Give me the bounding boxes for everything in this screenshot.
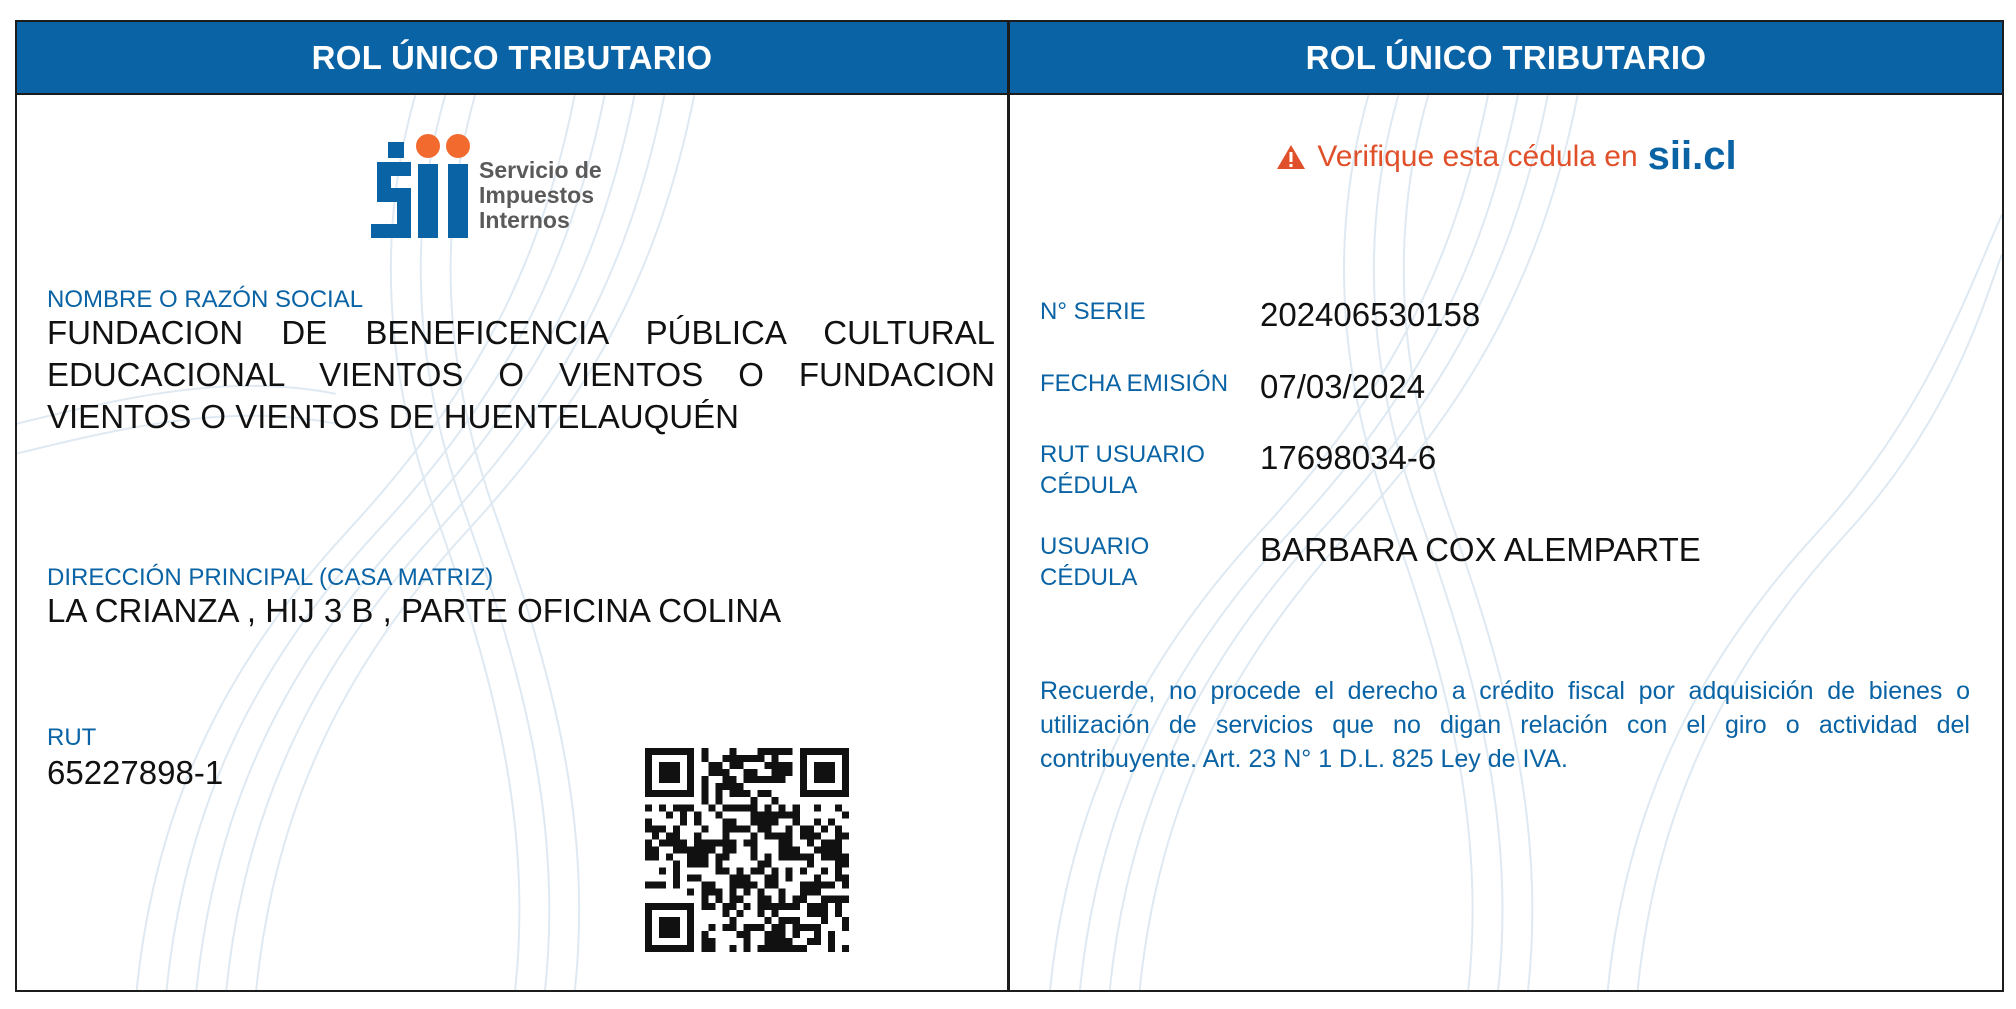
address-label: DIRECCIÓN PRINCIPAL (CASA MATRIZ) bbox=[47, 564, 494, 591]
card-header-title: ROL ÚNICO TRIBUTARIO bbox=[1010, 22, 2002, 93]
rut-card-back bbox=[1008, 20, 2004, 992]
name-label: NOMBRE O RAZÓN SOCIAL bbox=[47, 286, 364, 313]
verify-banner bbox=[1010, 134, 2002, 179]
logo-line-3: Internos bbox=[479, 207, 570, 233]
logo-line-1: Servicio de bbox=[479, 157, 602, 183]
card-header-title: ROL ÚNICO TRIBUTARIO bbox=[17, 22, 1007, 93]
rut-usuario-label: RUT USUARIO CÉDULA bbox=[1040, 441, 1205, 499]
logo-line-2: Impuestos bbox=[479, 182, 595, 208]
sii-logo bbox=[367, 132, 687, 252]
name-value: FUNDACION DE BENEFICENCIA PÚBLICA CULTURAL EDUCACIONAL VIENTOS O VIENTOS O FUNDACION VIENTOS O VIENTOS DE HUENTELAUQUÉN bbox=[47, 314, 995, 435]
qr-code-icon bbox=[645, 748, 849, 952]
usuario-value: BARBARA COX ALEMPARTE bbox=[1260, 531, 1701, 568]
rut-value: 65227898-1 bbox=[47, 754, 224, 791]
usuario-label: USUARIO CÉDULA bbox=[1040, 533, 1150, 591]
verify-text: Verifique esta cédula en bbox=[1317, 139, 1638, 173]
serie-label: N° SERIE bbox=[1040, 298, 1146, 325]
sii-logo-text bbox=[479, 158, 602, 233]
header-divider bbox=[1010, 93, 2002, 95]
sii-logo-mark-icon bbox=[367, 132, 477, 242]
header-divider bbox=[17, 93, 1007, 95]
rut-usuario-value: 17698034-6 bbox=[1260, 439, 1437, 476]
rut-card-front bbox=[15, 20, 1009, 992]
verify-domain-link[interactable]: sii.cl bbox=[1647, 134, 1737, 178]
rut-label: RUT bbox=[47, 724, 97, 751]
address-value: LA CRIANZA , HIJ 3 B , PARTE OFICINA COLINA bbox=[47, 592, 782, 629]
fecha-emision-value: 07/03/2024 bbox=[1260, 368, 1426, 405]
fecha-emision-label: FECHA EMISIÓN bbox=[1040, 370, 1229, 397]
iva-notice: Recuerde, no procede el derecho a crédito fiscal por adquisición de bienes o utilización de servicios que no digan relación con el giro o actividad del contribuyente. Art. 23 N° 1 D.L. 825 Ley de IVA. bbox=[1040, 677, 1970, 773]
warning-icon bbox=[1275, 143, 1307, 171]
serie-value: 202406530158 bbox=[1260, 296, 1481, 333]
